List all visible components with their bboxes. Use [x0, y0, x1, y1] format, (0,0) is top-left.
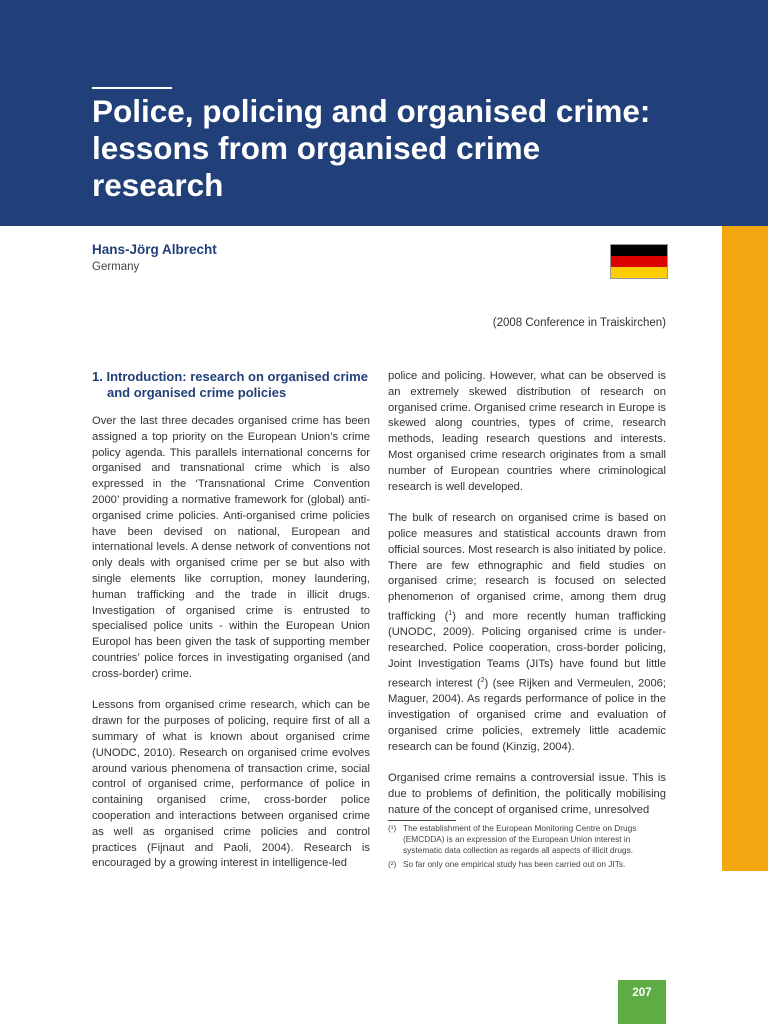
paragraph: Over the last three decades organised crime has been assigned a top priority on the European Union’s crime policy agenda. This parallels international concerns for organised and transnational crime which is also expressed in the ‘Transnational Crime Convention 2000’ providing a normative framework for (global) anti-organised crime policies. Anti-organised crime policies have been devised on national, European and international levels. A dense network of conventions not only deals with organised crime per se but also with single elements like corruption, money laundering, human trafficking and the trade in illicit drugs. Investigation of organised crime is entrusted to specialised police units - within the European Union Europol has been given the task of supporting member countries’ police forces in investigating organised (and cross-border) crime. — [92, 415, 370, 680]
paragraph-text: ) (see Rijken and Vermeulen, 2006; Maguer, 2004). As regards performance of police in the investigation of organised crime and evaluation of organised crime policies, extremely little academic research can be found (Kinzig, 2004). — [388, 677, 667, 753]
footnote-marker: (¹) — [388, 823, 397, 833]
paragraph-text: ) and more recently human trafficking (UNODC, 2009). Policing organised crime is under-researched. Police cooperation, cross-border policing, Joint Investigation Teams (JITs) have found but little research interest ( — [388, 610, 666, 690]
author-name: Hans-Jörg Albrecht — [92, 242, 217, 257]
paragraph: Lessons from organised crime research, which can be drawn for the purposes of policing, require first of all a summary of what is known about organised crime (UNODC, 2010). Research on organised crime evolves around various phenomena of transaction crime, social control of organised crime, performance of police in containing organised crime, cross-border police cooperation and interactions between organised crime as well as organised crime policies and control practices (Fijnaut and Paoli, 2004). Research is encouraged by a growing interest in intelligence-led — [92, 699, 370, 870]
germany-flag-icon — [610, 244, 668, 279]
footnote-text: So far only one empirical study has been carried out on JITs. — [403, 859, 626, 869]
left-column — [92, 369, 370, 888]
paragraph: police and policing. However, what can be observed is an extremely skewed distribution of research on organised crime. Organised crime research in Europe is skewed along countries, types of crime, research methods, leading research questions and interests. Most organised crime research originates from a small number of European countries where criminological research is well developed. — [388, 370, 666, 493]
header-banner — [0, 0, 768, 226]
page-number: 207 — [618, 980, 666, 1024]
footnote-marker: (²) — [388, 859, 397, 869]
accent-side-bar — [722, 226, 768, 871]
footnote-reference: 2 — [480, 676, 485, 684]
right-column — [388, 369, 666, 835]
footnote — [388, 823, 668, 856]
title-rule — [92, 87, 172, 89]
flag-stripe-gold — [611, 267, 667, 278]
footnote — [388, 859, 668, 870]
flag-stripe-red — [611, 256, 667, 267]
footnotes — [388, 823, 668, 873]
footnote-text: The establishment of the European Monitoring Centre on Drugs (EMCDDA) is an expression of the European Union interest in systematic data collection as regards all aspects of illicit drugs. — [403, 823, 637, 855]
footnote-divider — [388, 820, 456, 821]
author-country: Germany — [92, 261, 140, 273]
paragraph-text: The bulk of research on organised crime is based on police measures and statistical accounts drawn from official sources. Most research is also initiated by police. There are few ethnographic and field studies on organised crime; research is focused on selected phenomenon of organised crime, among them drug trafficking ( — [388, 512, 666, 623]
footnote-reference: 1 — [448, 609, 453, 617]
flag-stripe-black — [611, 245, 667, 256]
page-title: Police, policing and organised crime: lessons from organised crime research — [92, 93, 651, 203]
conference-note: (2008 Conference in Traiskirchen) — [492, 317, 666, 329]
section-heading: 1. Introduction: research on organised crime and organised crime policies — [92, 369, 368, 400]
paragraph: Organised crime remains a controversial issue. This is due to problems of definition, the politically mobilising nature of the concept of organised crime, unresolved — [388, 772, 666, 816]
paragraph — [388, 511, 666, 755]
